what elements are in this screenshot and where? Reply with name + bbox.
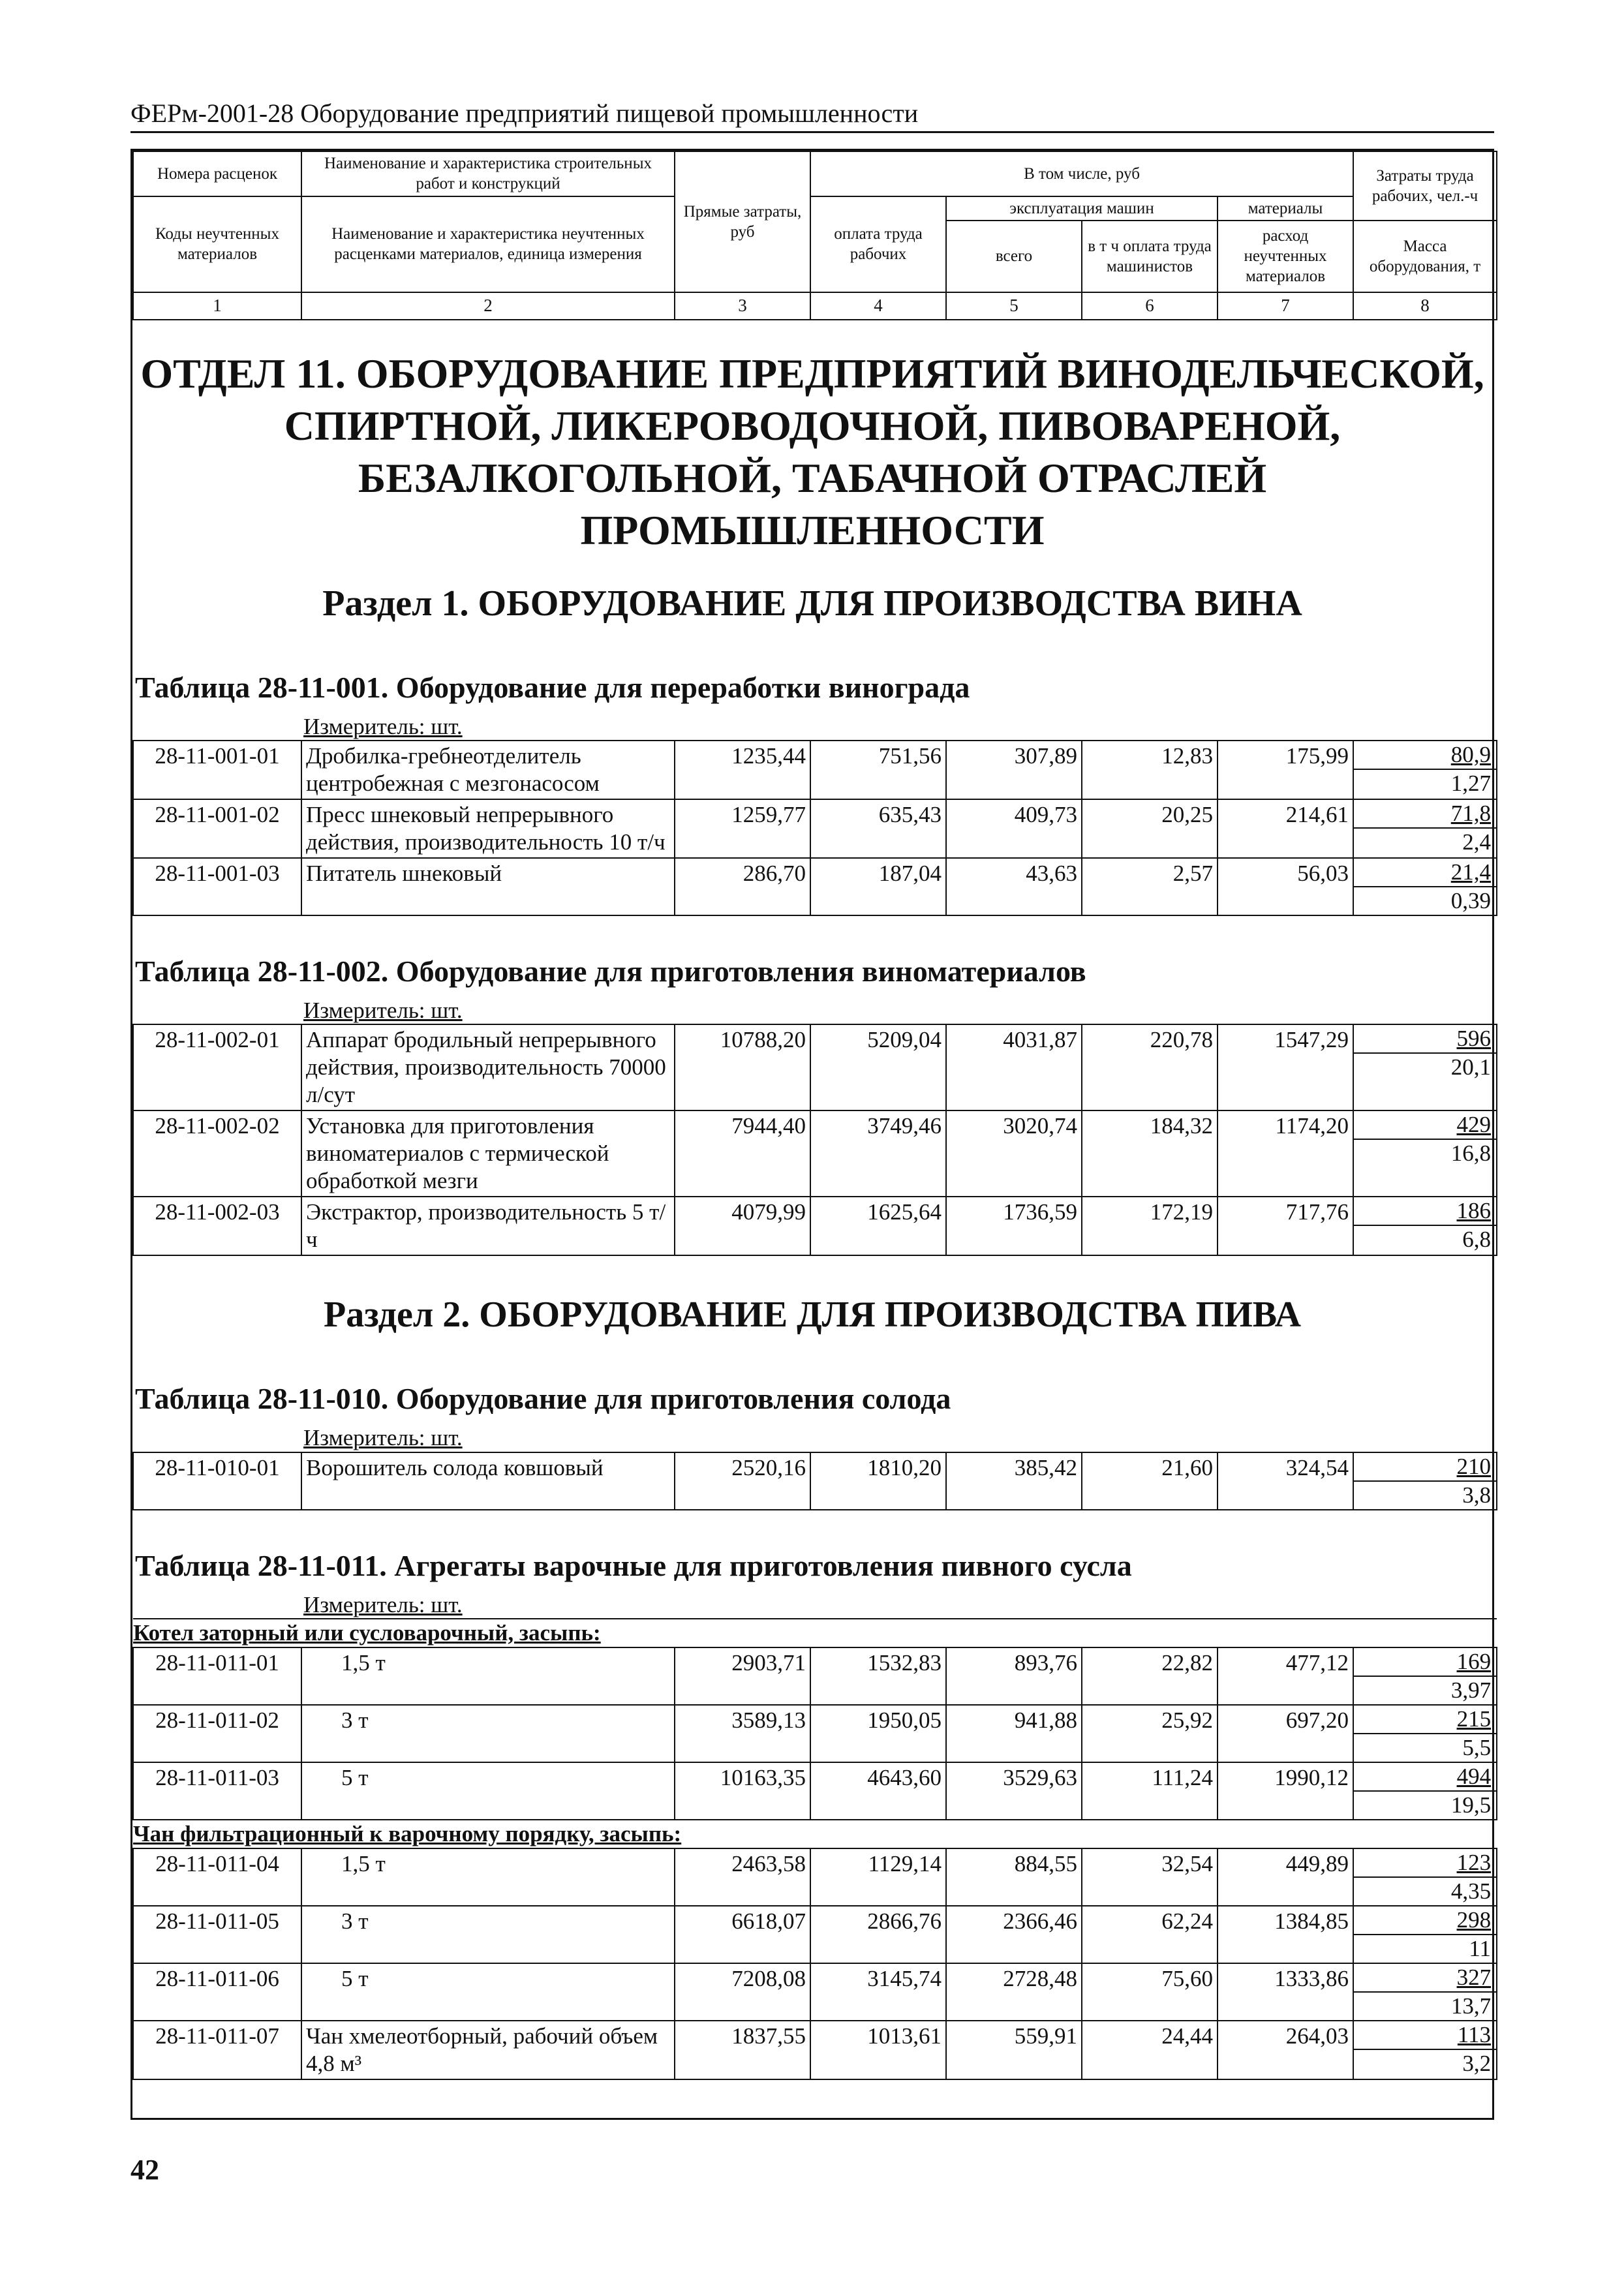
- col-number: 5: [946, 292, 1082, 320]
- rate-code: 28-11-001-01: [133, 741, 301, 799]
- machinist-pay: 20,25: [1082, 799, 1218, 858]
- col-number: 2: [301, 292, 675, 320]
- direct-costs: 4079,99: [675, 1197, 810, 1255]
- unit-label: [132, 998, 1492, 1024]
- labor-hours: 429: [1354, 1111, 1496, 1140]
- header-col2-top: Наименование и характеристика строительных работ и конструкций: [301, 151, 675, 196]
- machinist-pay: 172,19: [1082, 1197, 1218, 1255]
- header-col7: расход неучтенных материалов: [1218, 221, 1353, 292]
- col-number: 6: [1082, 292, 1218, 320]
- rate-code: 28-11-002-03: [133, 1197, 301, 1255]
- table-title: Таблица 28-11-001. Оборудование для переработки винограда: [135, 670, 970, 704]
- direct-costs: 1837,55: [675, 2021, 810, 2079]
- labor-hours: 327: [1354, 1964, 1496, 1993]
- machinist-pay: 12,83: [1082, 741, 1218, 799]
- table-row: [133, 1197, 1497, 1255]
- labor-pay: 3749,46: [810, 1110, 946, 1197]
- table-title: Таблица 28-11-010. Оборудование для приготовления солода: [135, 1382, 951, 1416]
- header-col3: Прямые затраты, руб: [675, 151, 810, 292]
- equipment-mass: 13,7: [1450, 1993, 1492, 2019]
- labor-pay: 4643,60: [810, 1762, 946, 1820]
- labor-pay: 1129,14: [810, 1848, 946, 1906]
- rate-name: Аппарат бродильный непрерывного действия, производительность 70000 л/сут: [301, 1024, 675, 1110]
- header-col1-top: Номера расценок: [133, 151, 301, 196]
- unit-label: [132, 714, 1492, 740]
- labor-and-mass: [1353, 741, 1497, 799]
- unit-label-text: Измеритель: шт.: [303, 1425, 463, 1451]
- equipment-mass: 11: [1469, 1935, 1492, 1961]
- header-col6: в т ч оплата труда машинистов: [1082, 221, 1218, 292]
- unit-label-text: Измеритель: шт.: [303, 713, 463, 739]
- unit-label: [132, 1592, 1492, 1618]
- table-row: [133, 1906, 1497, 1963]
- col-number: 1: [133, 292, 301, 320]
- direct-costs: 3589,13: [675, 1705, 810, 1762]
- rate-name: Питатель шнековый: [301, 858, 675, 915]
- header-incl: В том числе, руб: [810, 151, 1353, 196]
- direct-costs: 10788,20: [675, 1024, 810, 1110]
- equipment-mass: 4,35: [1450, 1878, 1492, 1904]
- labor-and-mass: [1353, 1906, 1497, 1963]
- labor-pay: 5209,04: [810, 1024, 946, 1110]
- rate-code: 28-11-011-02: [133, 1705, 301, 1762]
- machines-total: 3020,74: [946, 1110, 1082, 1197]
- machines-total: 385,42: [946, 1452, 1082, 1510]
- table-row: [133, 1762, 1497, 1820]
- labor-hours: 123: [1354, 1849, 1496, 1878]
- table-row: [133, 1848, 1497, 1906]
- materials: 175,99: [1218, 741, 1353, 799]
- rate-code: 28-11-011-01: [133, 1647, 301, 1705]
- rate-code: 28-11-011-04: [133, 1848, 301, 1906]
- equipment-mass: 3,2: [1462, 2050, 1492, 2076]
- labor-hours: 21,4: [1354, 859, 1496, 887]
- rate-name: Установка для приготовления виноматериалов с термической обработкой мезги: [301, 1110, 675, 1197]
- section-title: Раздел 1. ОБОРУДОВАНИЕ ДЛЯ ПРОИЗВОДСТВА ВИНА: [322, 583, 1302, 624]
- labor-hours: 113: [1354, 2021, 1496, 2050]
- labor-hours: 210: [1354, 1453, 1496, 1482]
- rate-name: Ворошитель солода ковшовый: [301, 1452, 675, 1510]
- rates-table: [132, 1618, 1497, 2080]
- labor-and-mass: [1353, 1762, 1497, 1820]
- labor-pay: 1810,20: [810, 1452, 946, 1510]
- machines-total: 884,55: [946, 1848, 1082, 1906]
- table-row: [133, 1024, 1497, 1110]
- labor-hours: 494: [1354, 1763, 1496, 1792]
- equipment-mass: 0,39: [1450, 888, 1491, 913]
- header-col2-bottom: Наименование и характеристика неучтенных расценками материалов, единица измерения: [301, 196, 675, 292]
- labor-and-mass: [1353, 1963, 1497, 2021]
- labor-and-mass: [1353, 1024, 1497, 1110]
- machines-total: 941,88: [946, 1705, 1082, 1762]
- machines-total: 307,89: [946, 741, 1082, 799]
- header-col8-top: Затраты труда рабочих, чел.-ч: [1353, 151, 1497, 221]
- rate-name: 1,5 т: [301, 1848, 675, 1906]
- labor-pay: 187,04: [810, 858, 946, 915]
- machines-total: 559,91: [946, 2021, 1082, 2079]
- rate-code: 28-11-011-03: [133, 1762, 301, 1820]
- table-row: [133, 741, 1497, 799]
- table-title: Таблица 28-11-002. Оборудование для приготовления виноматериалов: [135, 955, 1086, 988]
- machines-total: 409,73: [946, 799, 1082, 858]
- materials: 477,12: [1218, 1647, 1353, 1705]
- rate-name: Чан хмелеотборный, рабочий объем 4,8 м³: [301, 2021, 675, 2079]
- table-row: [133, 2021, 1497, 2079]
- machinist-pay: 2,57: [1082, 858, 1218, 915]
- machines-total: 1736,59: [946, 1197, 1082, 1255]
- rate-name: 3 т: [301, 1906, 675, 1963]
- direct-costs: 286,70: [675, 858, 810, 915]
- materials: 1333,86: [1218, 1963, 1353, 2021]
- labor-and-mass: [1353, 1705, 1497, 1762]
- rate-code: 28-11-002-01: [133, 1024, 301, 1110]
- labor-hours: 298: [1354, 1906, 1496, 1935]
- labor-hours: 71,8: [1354, 800, 1496, 829]
- machinist-pay: 25,92: [1082, 1705, 1218, 1762]
- rate-code: 28-11-011-07: [133, 2021, 301, 2079]
- direct-costs: 6618,07: [675, 1906, 810, 1963]
- materials: 1384,85: [1218, 1906, 1353, 1963]
- machines-total: 2728,48: [946, 1963, 1082, 2021]
- col-number: 3: [675, 292, 810, 320]
- header-machines: эксплуатация машин: [946, 196, 1218, 221]
- machinist-pay: 22,82: [1082, 1647, 1218, 1705]
- equipment-mass: 5,5: [1462, 1734, 1492, 1760]
- labor-and-mass: [1353, 1197, 1497, 1255]
- materials: 449,89: [1218, 1848, 1353, 1906]
- materials: 1174,20: [1218, 1110, 1353, 1197]
- direct-costs: 2520,16: [675, 1452, 810, 1510]
- labor-and-mass: [1353, 1452, 1497, 1510]
- equipment-mass: 2,4: [1462, 829, 1491, 855]
- machinist-pay: 184,32: [1082, 1110, 1218, 1197]
- equipment-mass: 19,5: [1450, 1792, 1492, 1818]
- header-materials: материалы: [1218, 196, 1353, 221]
- table-row: [133, 1110, 1497, 1197]
- machinist-pay: 111,24: [1082, 1762, 1218, 1820]
- header-col8-bottom: Масса оборудования, т: [1353, 221, 1497, 292]
- rate-name: Пресс шнековый непрерывного действия, производительность 10 т/ч: [301, 799, 675, 858]
- rate-name: Дробилка-гребнеотделитель центробежная с мезгонасосом: [301, 741, 675, 799]
- column-header-table: [132, 151, 1497, 320]
- equipment-mass: 6,8: [1462, 1227, 1491, 1253]
- rate-code: 28-11-001-03: [133, 858, 301, 915]
- rate-code: 28-11-002-02: [133, 1110, 301, 1197]
- rate-code: 28-11-001-02: [133, 799, 301, 858]
- labor-and-mass: [1353, 2021, 1497, 2079]
- labor-and-mass: [1353, 799, 1497, 858]
- rate-code: 28-11-010-01: [133, 1452, 301, 1510]
- materials: 717,76: [1218, 1197, 1353, 1255]
- labor-and-mass: [1353, 1110, 1497, 1197]
- labor-pay: 2866,76: [810, 1906, 946, 1963]
- machines-total: 3529,63: [946, 1762, 1082, 1820]
- machinist-pay: 24,44: [1082, 2021, 1218, 2079]
- table-row: [133, 1705, 1497, 1762]
- col-number: 7: [1218, 292, 1353, 320]
- table-row: [133, 1452, 1497, 1510]
- labor-hours: 186: [1354, 1197, 1496, 1226]
- direct-costs: 2903,71: [675, 1647, 810, 1705]
- labor-pay: 635,43: [810, 799, 946, 858]
- table-row: [133, 1963, 1497, 2021]
- rate-name: 5 т: [301, 1963, 675, 2021]
- machines-total: 893,76: [946, 1647, 1082, 1705]
- rate-code: 28-11-011-06: [133, 1963, 301, 2021]
- rate-name: 5 т: [301, 1762, 675, 1820]
- materials: 214,61: [1218, 799, 1353, 858]
- labor-and-mass: [1353, 1848, 1497, 1906]
- machinist-pay: 32,54: [1082, 1848, 1218, 1906]
- equipment-mass: 3,97: [1450, 1677, 1492, 1703]
- direct-costs: 7208,08: [675, 1963, 810, 2021]
- materials: 1990,12: [1218, 1762, 1353, 1820]
- col-number: 8: [1353, 292, 1497, 320]
- unit-label: [132, 1425, 1492, 1451]
- machines-total: 43,63: [946, 858, 1082, 915]
- labor-and-mass: [1353, 858, 1497, 915]
- labor-pay: 3145,74: [810, 1963, 946, 2021]
- table-row: [133, 799, 1497, 858]
- machinist-pay: 21,60: [1082, 1452, 1218, 1510]
- machinist-pay: 220,78: [1082, 1024, 1218, 1110]
- direct-costs: 10163,35: [675, 1762, 810, 1820]
- labor-hours: 80,9: [1354, 741, 1496, 770]
- materials: 697,20: [1218, 1705, 1353, 1762]
- direct-costs: 1259,77: [675, 799, 810, 858]
- labor-pay: 1950,05: [810, 1705, 946, 1762]
- table-subheading-row: [133, 1619, 1497, 1647]
- machines-total: 2366,46: [946, 1906, 1082, 1963]
- unit-label-text: Измеритель: шт.: [303, 998, 463, 1023]
- labor-hours: 169: [1354, 1648, 1496, 1677]
- table-subheading: Котел заторный или сусловарочный, засыпь:: [133, 1619, 601, 1646]
- materials: 264,03: [1218, 2021, 1353, 2079]
- rate-name: 1,5 т: [301, 1647, 675, 1705]
- labor-hours: 596: [1354, 1025, 1496, 1054]
- col-number: 4: [810, 292, 946, 320]
- labor-and-mass: [1353, 1647, 1497, 1705]
- section-title: Раздел 2. ОБОРУДОВАНИЕ ДЛЯ ПРОИЗВОДСТВА ПИВА: [323, 1294, 1302, 1336]
- direct-costs: 1235,44: [675, 741, 810, 799]
- equipment-mass: 20,1: [1450, 1054, 1491, 1080]
- unit-label-text: Измеритель: шт.: [303, 1591, 463, 1617]
- rate-code: 28-11-011-05: [133, 1906, 301, 1963]
- materials: 1547,29: [1218, 1024, 1353, 1110]
- labor-pay: 1532,83: [810, 1647, 946, 1705]
- page-frame: [130, 149, 1494, 2120]
- rates-table: [132, 740, 1497, 916]
- machinist-pay: 62,24: [1082, 1906, 1218, 1963]
- materials: 324,54: [1218, 1452, 1353, 1510]
- labor-pay: 1625,64: [810, 1197, 946, 1255]
- equipment-mass: 3,8: [1462, 1482, 1491, 1508]
- machinist-pay: 75,60: [1082, 1963, 1218, 2021]
- labor-pay: 751,56: [810, 741, 946, 799]
- table-subheading: Чан фильтрационный к варочному порядку, засыпь:: [133, 1820, 682, 1846]
- direct-costs: 2463,58: [675, 1848, 810, 1906]
- table-title: Таблица 28-11-011. Агрегаты варочные для приготовления пивного сусла: [135, 1548, 1132, 1582]
- table-row: [133, 858, 1497, 915]
- table-row: [133, 1647, 1497, 1705]
- equipment-mass: 1,27: [1450, 771, 1491, 796]
- header-col5: всего: [946, 221, 1082, 292]
- page-number: 42: [130, 2154, 159, 2186]
- sections-container: [132, 583, 1492, 2080]
- running-head: ФЕРм-2001-28 Оборудование предприятий пищевой промышленности: [130, 98, 1494, 133]
- direct-costs: 7944,40: [675, 1110, 810, 1197]
- rate-name: 3 т: [301, 1705, 675, 1762]
- machines-total: 4031,87: [946, 1024, 1082, 1110]
- table-subheading-row: [133, 1820, 1497, 1848]
- header-col4: оплата труда рабочих: [810, 196, 946, 292]
- rates-table: [132, 1024, 1497, 1256]
- department-title: ОТДЕЛ 11. ОБОРУДОВАНИЕ ПРЕДПРИЯТИЙ ВИНОДЕЛЬЧЕСКОЙ, СПИРТНОЙ, ЛИКЕРОВОДОЧНОЙ, ПИВОВАРЕНОЙ, БЕЗАЛКОГОЛЬНОЙ, ТАБАЧНОЙ ОТРАСЛЕЙ ПРОМЫШЛЕННОСТИ: [140, 350, 1484, 553]
- equipment-mass: 16,8: [1450, 1140, 1491, 1167]
- labor-pay: 1013,61: [810, 2021, 946, 2079]
- labor-hours: 215: [1354, 1706, 1496, 1734]
- rate-name: Экстрактор, производительность 5 т/ч: [301, 1197, 675, 1255]
- header-col1-bottom: Коды неучтенных материалов: [133, 196, 301, 292]
- materials: 56,03: [1218, 858, 1353, 915]
- rates-table: [132, 1452, 1497, 1510]
